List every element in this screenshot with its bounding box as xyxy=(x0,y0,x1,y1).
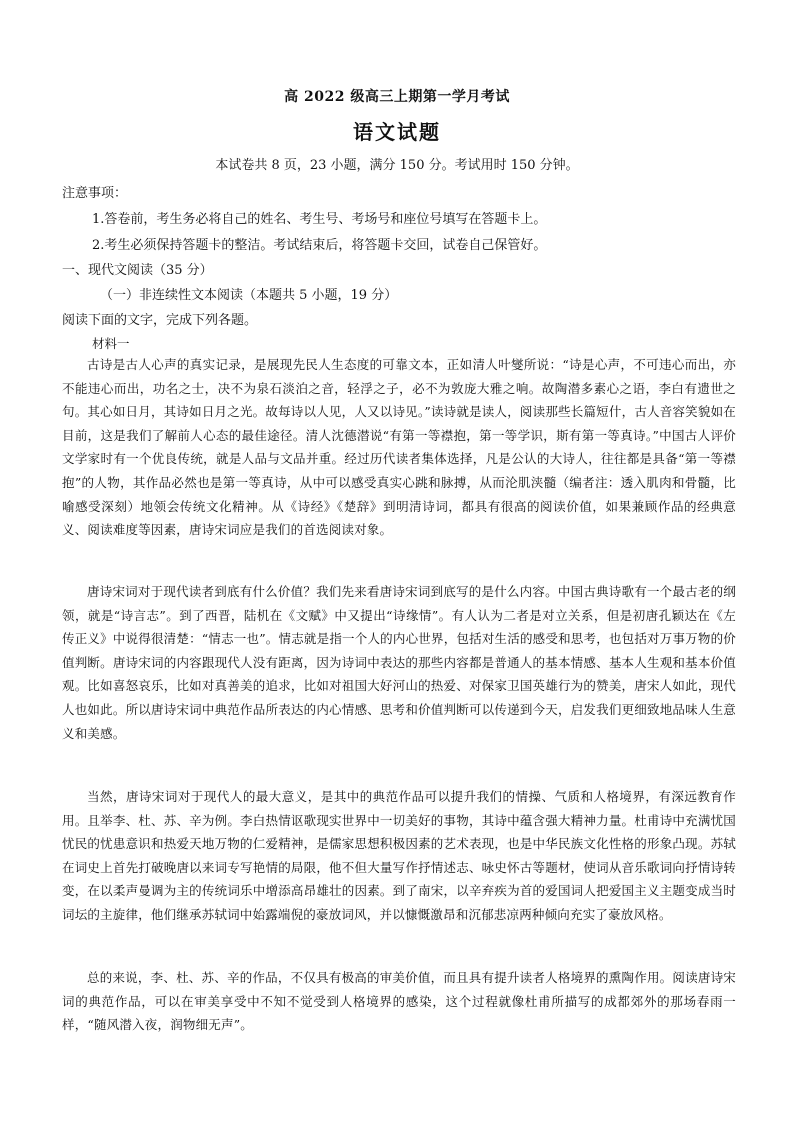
notice-item: 1.答卷前，考生务必将自己的姓名、考生号、考场号和座位号填写在答题卡上。 xyxy=(92,212,547,227)
section-title: 一、现代文阅读（35 分） xyxy=(62,263,213,278)
paragraph: 当然，唐诗宋词对于现代人的最大意义，是其中的典范作品可以提升我们的情操、气质和人格境界，有深远教育作用。且举李、杜、苏、辛为例。李白热情讴歌现实世界中一切美好的事物，其诗中蕴含强大精神力量。杜甫诗中充满忧国忧民的忧患意识和热爱天地万物的仁爱精神，是儒家思想积极因素的艺术表现，也是中华民族文化性格的形象凸现。苏轼在词史上首先打破晚唐以来词专写艳情的局限，他不但大量写作抒情述志、咏史怀古等题材，使词从音乐歌词向抒情诗转变，在以柔声曼调为主的传统词乐中增添高昂雄壮的因素。到了南宋，以辛弃疾为首的爱国词人把爱国主义主题变成当时词坛的主旋律，他们继承苏轼词中始露端倪的豪放词风，并以慷慨激昂和沉郁悲凉两种倾向充实了豪放风格。 xyxy=(62,789,736,922)
exam-info: 本试卷共 8 页，23 小题，满分 150 分。考试用时 150 分钟。 xyxy=(215,158,579,173)
paragraph: 古诗是古人心声的真实记录，是展现先民人生态度的可靠文本，正如清人叶燮所说：“诗是心声，不可违心而出，亦不能违心而出，功名之士，决不为泉石淡泊之音，轻浮之子，必不为敦庞大雅之响。故陶潜多素心之语，李白有遗世之句。其心如日月，其诗如日月之光。故每诗以人见，人又以诗见。”读诗就是读人，阅读那些长篇短什，古人音容笑貌如在目前，这是我们了解前人心态的最佳途径。清人沈德潜说“有第一等襟抱，第一等学识，斯有第一等真诗。”中国古人评价文学家时有一个优良传统，就是人品与文品并重。经过历代读者集体选择，凡是公认的大诗人，往往都是具备“第一等襟抱”的人物，其作品必然也是第一等真诗，从中可以感受真实心跳和脉搏，从而沦肌浃髓（编者注：透入肌肉和骨髓，比喻感受深刻）地领会传统文化精神。从《诗经》《楚辞》到明清诗词，都具有很高的阅读价值，如果兼顾作品的经典意义、阅读难度等因素，唐诗宋词应是我们的首选阅读对象。 xyxy=(62,357,736,538)
paragraph: 总的来说，李、杜、苏、辛的作品，不仅具有极高的审美价值，而且具有提升读者人格境界的熏陶作用。阅读唐诗宋词的典范作品，可以在审美享受中不知不觉受到人格境界的感染，这个过程就像杜甫所描写的成都郊外的那场春雨一样，“随风潜入夜，润物细无声”。 xyxy=(62,970,736,1033)
paragraph: 唐诗宋词对于现代读者到底有什么价值？我们先来看唐诗宋词到底写的是什么内容。中国古典诗歌有一个最古老的纲领，就是“诗言志”。到了西晋，陆机在《文赋》中又提出“诗缘情”。有人认为二者是对立关系，但是初唐孔颖达在《左传正义》中说得很清楚：“情志一也”。情志就是指一个人的内心世界，包括对生活的感受和思考，也包括对万事万物的价值判断。唐诗宋词的内容跟现代人没有距离，因为诗词中表达的那些内容都是普通人的基本情感、基本人生观和基本价值观。比如喜怒哀乐，比如对真善美的追求，比如对祖国大好河山的热爱、对保家卫国英雄行为的赞美，唐宋人如此，现代人也如此。所以唐诗宋词中典范作品所表达的内心情感、思考和价值判断可以传递到今天，启发我们更细致地品味人生意义和美感。 xyxy=(62,584,736,741)
material-label: 材料一 xyxy=(92,336,130,351)
subject-title: 语文试题 xyxy=(353,120,441,144)
exam-title: 高 2022 级高三上期第一学月考试 xyxy=(284,89,510,105)
notice-item: 2.考生必须保持答题卡的整洁。考试结束后，将答题卡交回，试卷自己保管好。 xyxy=(92,238,547,253)
subsection-title: （一）非连续性文本阅读（本题共 5 小题，19 分） xyxy=(100,288,398,303)
reading-instruction: 阅读下面的文字，完成下列各题。 xyxy=(62,313,258,328)
notice-heading: 注意事项： xyxy=(62,186,128,201)
